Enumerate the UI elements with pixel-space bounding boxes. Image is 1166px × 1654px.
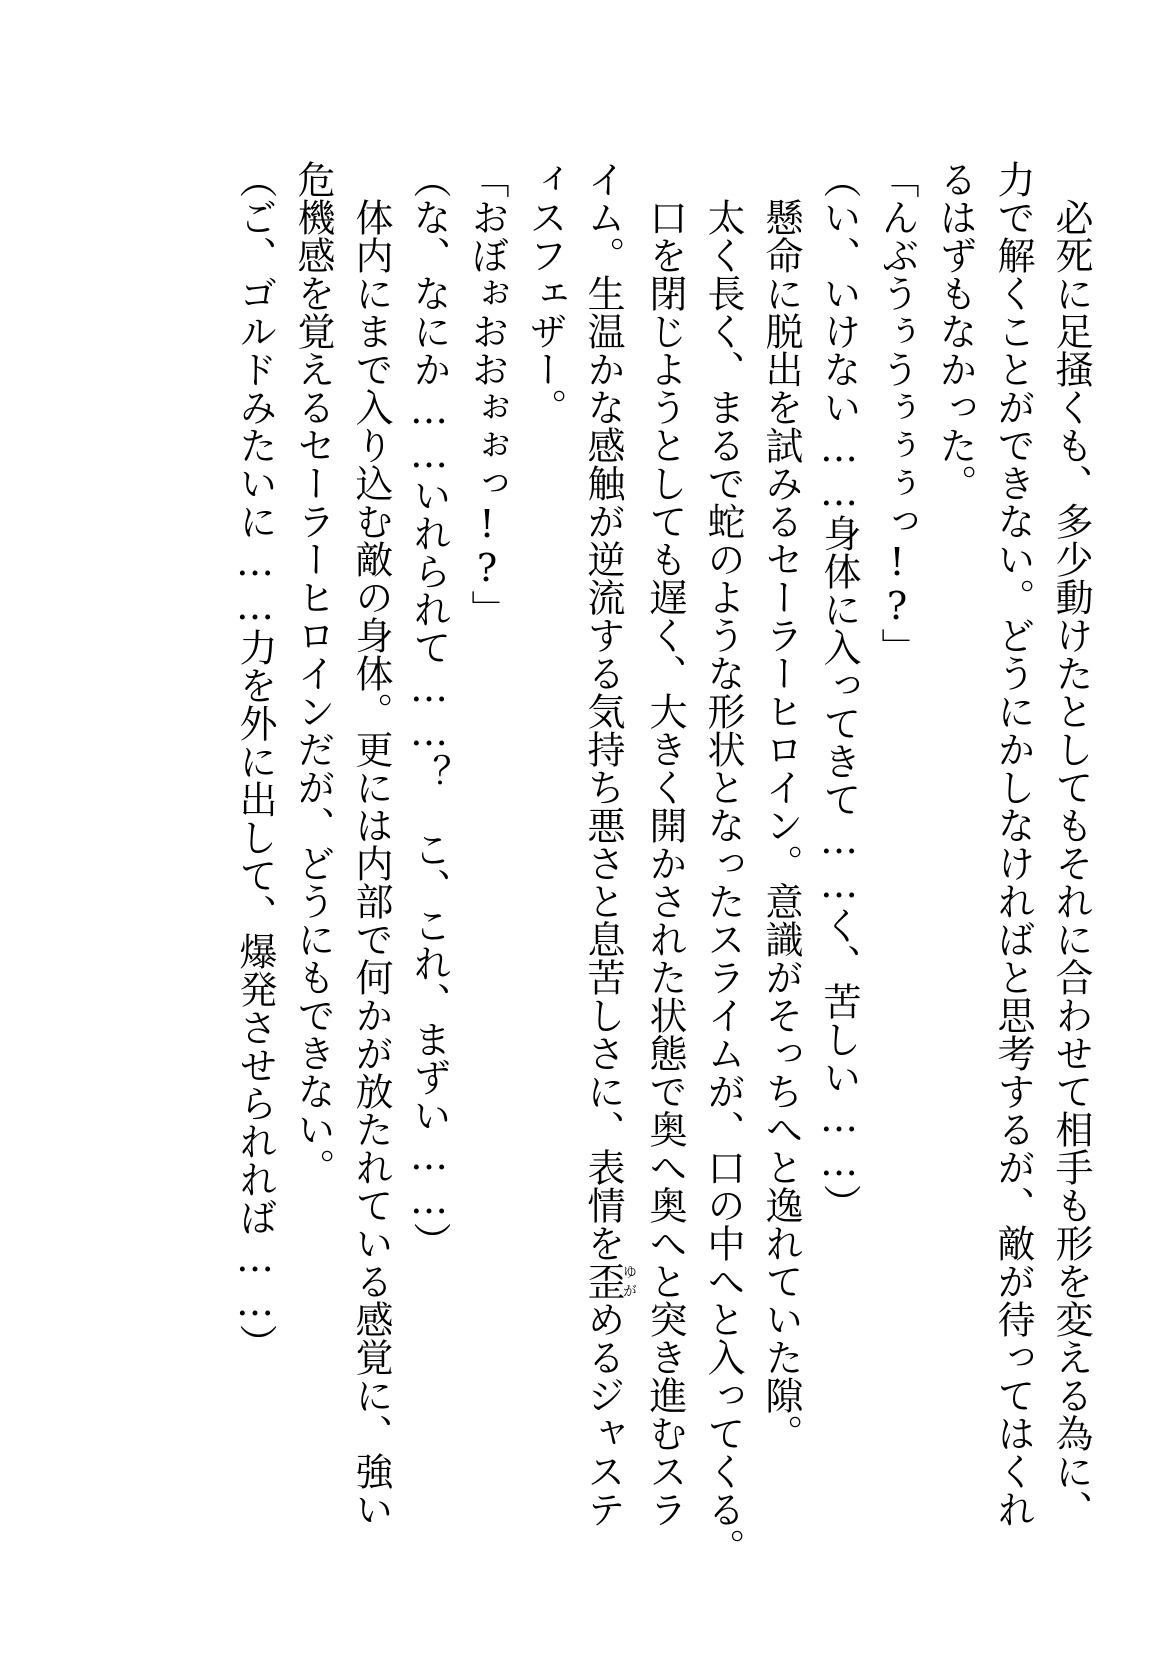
text-line-9-main: イム。生温かな感触が逆流する気持ち悪さと息苦しさに、表情を — [581, 160, 625, 1262]
text-line-6: 懸命に脱出を試みるセーラーヒロイン。意識がそっちへと逸れていた隙。 — [759, 160, 803, 1452]
text-line-9 — [574, 160, 636, 1580]
ruby-after: めるジャステ — [581, 1300, 625, 1528]
ruby-reading: ゆが — [621, 1262, 637, 1300]
ruby-word — [581, 1262, 637, 1300]
vertical-text-body — [60, 160, 1100, 1580]
text-line-11: 「おぼぉおおぉぉっ!?」 — [465, 160, 509, 628]
text-line-13: 体内にまで入り込む敵の身体。更には内部で何かが放たれている感覚に、強い — [349, 160, 393, 1528]
text-line-7: 太く長く、まるで蛇のような形状となったスライムが、口の中へと入ってくる。 — [701, 160, 745, 1566]
text-line-5: （い、いけない……身体に入ってきて……く、苦しい……） — [817, 160, 861, 1222]
ruby-base: 歪 — [581, 1262, 625, 1300]
text-line-12: （な、なにか……いれられて……？ こ、これ、まずい……） — [407, 160, 451, 1260]
text-line-3: るはずもなかった。 — [933, 160, 977, 502]
text-line-2: 力で解くことができない。どうにかしなければと思考するが、敵が待ってはくれ — [991, 160, 1035, 1528]
text-line-10: ィスフェザー。 — [523, 160, 567, 426]
text-line-1: 必死に足掻くも、多少動けたとしてもそれに合わせて相手も形を変える為に、 — [1049, 160, 1093, 1528]
text-line-14: 危機感を覚えるセーラーヒロインだが、どうにもできない。 — [291, 160, 335, 1186]
text-line-8: 口を閉じようとしても遅く、大きく開かされた状態で奥へ奥へと突き進むスラ — [643, 160, 687, 1528]
text-line-4: 「んぶうぅうぅぅぅっ!?」 — [875, 160, 919, 666]
text-line-15: （ご、ゴルドみたいに……力を外に出して、爆発させられれば……） — [233, 160, 277, 1362]
